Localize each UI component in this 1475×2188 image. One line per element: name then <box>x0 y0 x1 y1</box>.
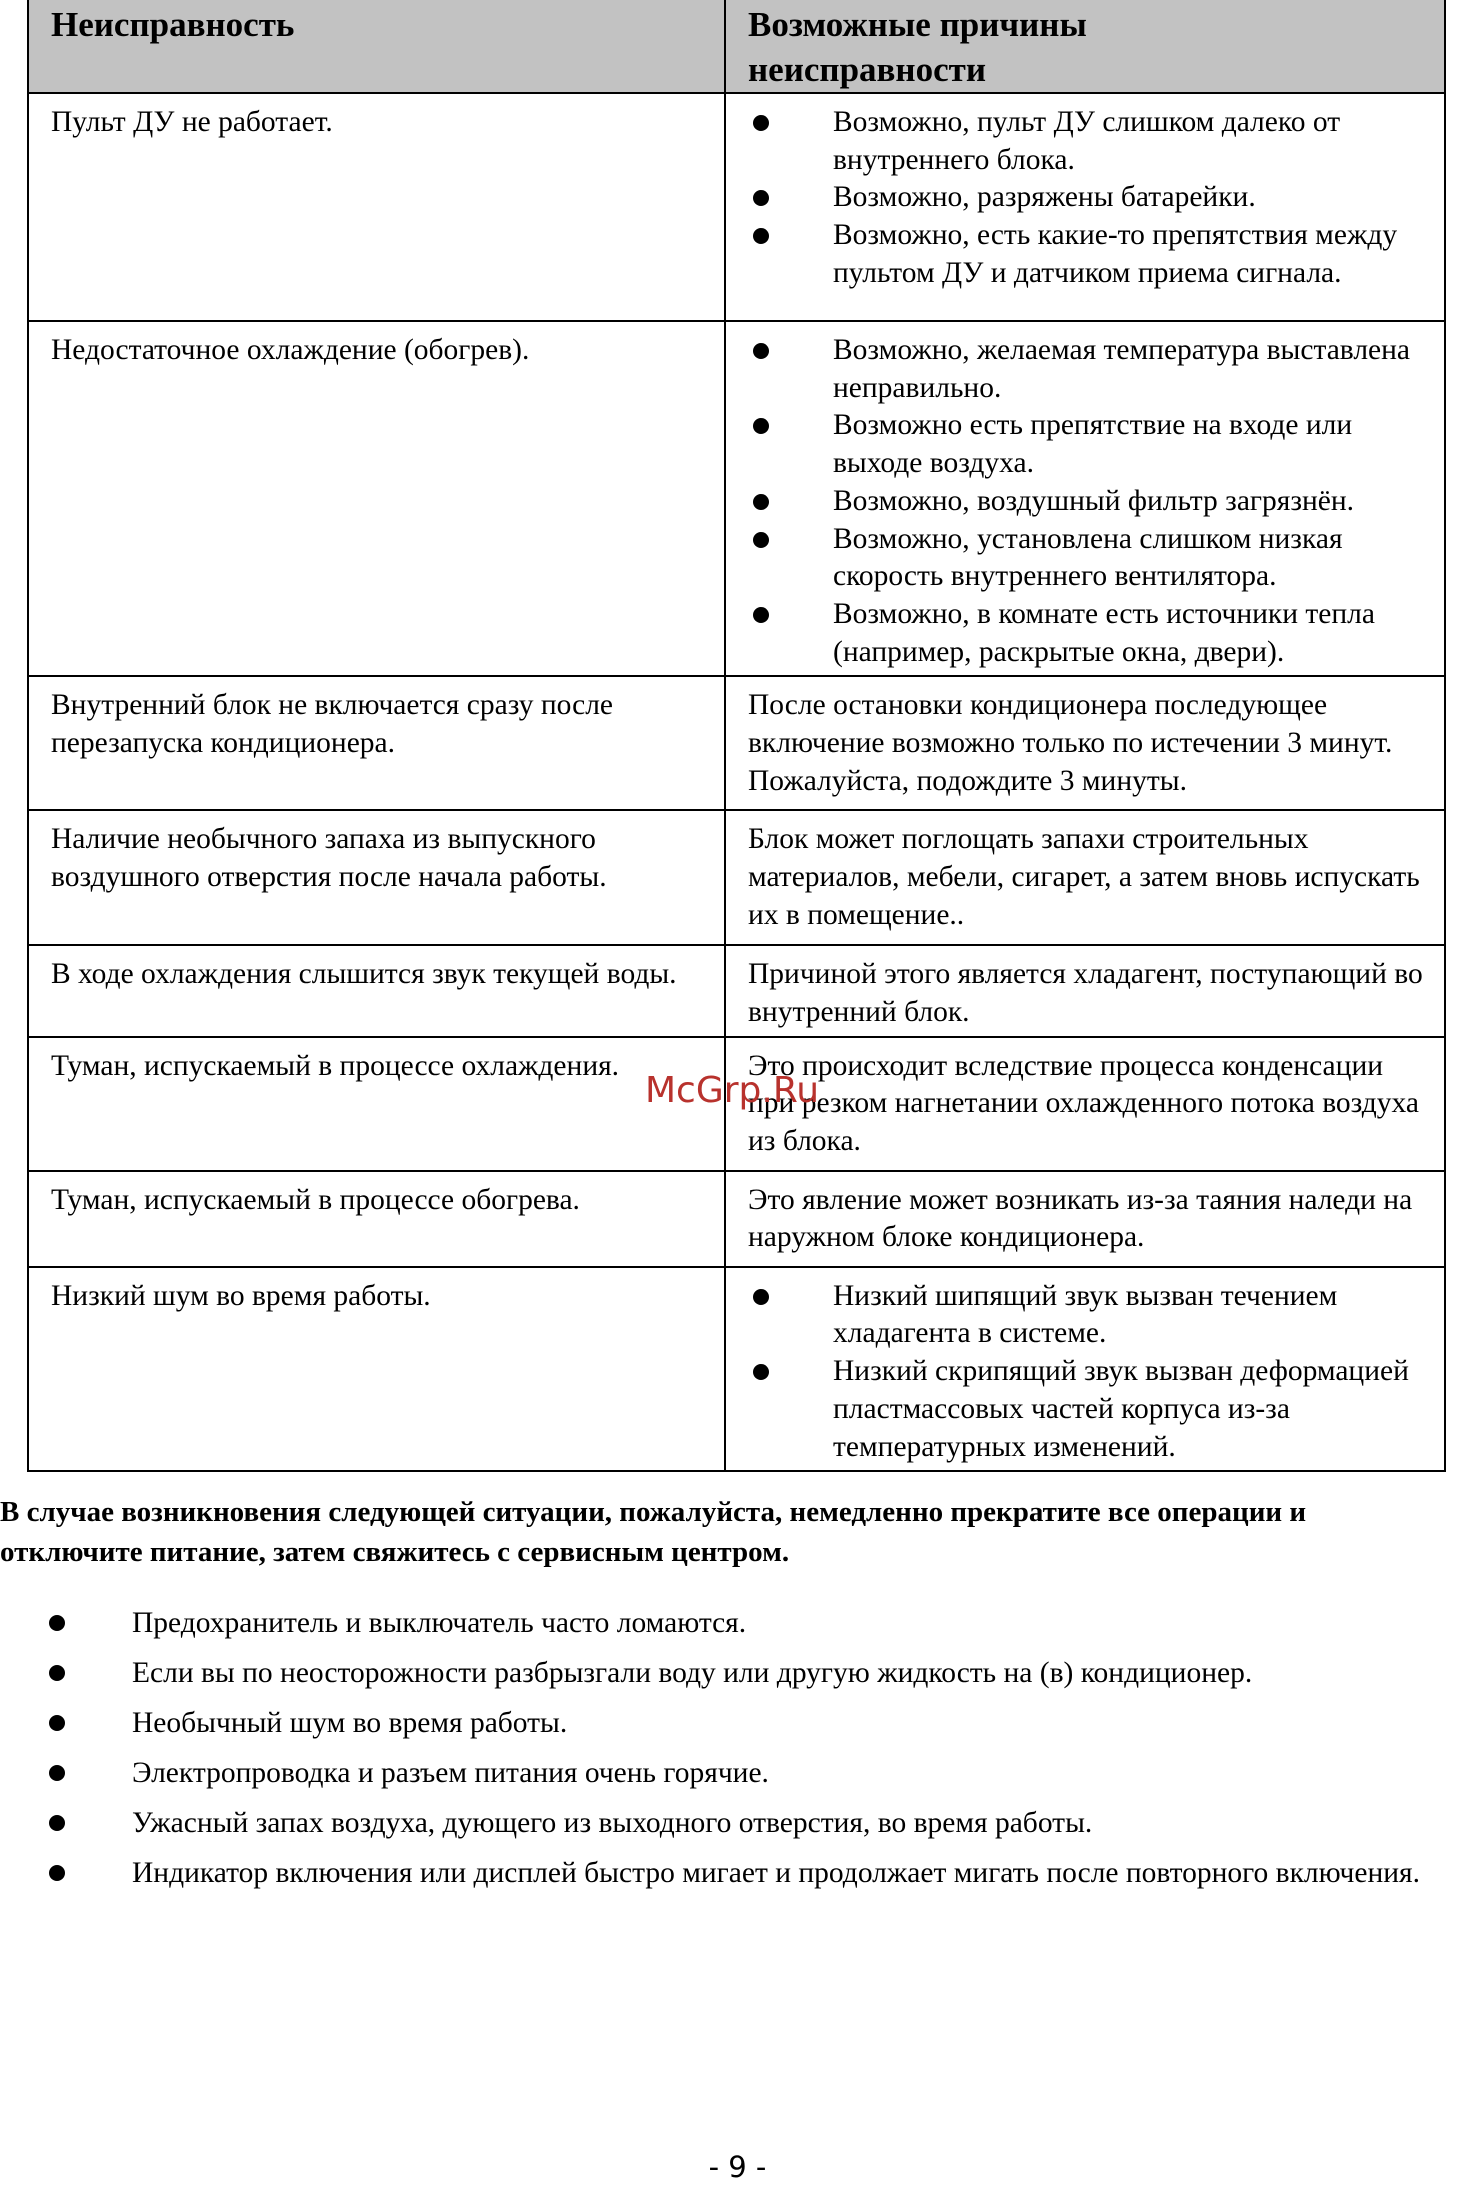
causes-cell <box>725 93 1445 321</box>
cause-text-cell: Причиной этого является хладагент, поступающий во внутренний блок. <box>725 945 1445 1036</box>
page-number: - 9 - <box>708 2150 767 2184</box>
cause-item: Возможно, есть какие-то препятствия между пультом ДУ и датчиком приема сигнала. <box>748 217 1426 292</box>
problem-cell: Туман, испускаемый в процессе обогрева. <box>28 1171 725 1267</box>
causes-cell <box>725 321 1445 676</box>
warning-item: Индикатор включения или дисплей быстро мигает и продолжает мигать после повторного включения. <box>0 1848 1440 1898</box>
table-row <box>28 810 1445 945</box>
cause-item: Возможно есть препятствие на входе или выходе воздуха. <box>748 407 1426 482</box>
problem-cell: Пульт ДУ не работает. <box>28 93 725 321</box>
warning-item: Необычный шум во время работы. <box>0 1698 1440 1748</box>
cause-item: Возможно, установлена слишком низкая скорость внутреннего вентилятора. <box>748 521 1426 596</box>
table-row <box>28 945 1445 1036</box>
cause-text-cell: Это происходит вследствие процесса конденсации при резком нагнетании охлажденного потока воздуха из блока. <box>725 1037 1445 1171</box>
warning-paragraph: В случае возникновения следующей ситуации, пожалуйста, немедленно прекратите все операции и отключите питание, затем свяжитесь с сервисным центром. <box>0 1496 1307 1568</box>
warning-item: Если вы по неосторожности разбрызгали воду или другую жидкость на (в) кондиционер. <box>0 1648 1440 1698</box>
cause-text-cell: Блок может поглощать запахи строительных материалов, мебели, сигарет, а затем вновь испускать их в помещение.. <box>725 810 1445 945</box>
warning-list <box>0 1598 1440 1898</box>
causes-list <box>748 1278 1426 1467</box>
table-row <box>28 1171 1445 1267</box>
problem-cell: Наличие необычного запаха из выпускного воздушного отверстия после начала работы. <box>28 810 725 945</box>
cause-item: Возможно, пульт ДУ слишком далеко от внутреннего блока. <box>748 104 1426 179</box>
cause-item: Возможно, разряжены батарейки. <box>748 179 1426 217</box>
warning-item: Электропроводка и разъем питания очень горячие. <box>0 1748 1440 1798</box>
cause-text-cell: Это явление может возникать из-за таяния наледи на наружном блоке кондиционера. <box>725 1171 1445 1267</box>
problem-cell: Недостаточное охлаждение (обогрев). <box>28 321 725 676</box>
troubleshooting-table <box>27 0 1446 1472</box>
cause-item: Возможно, воздушный фильтр загрязнён. <box>748 483 1426 521</box>
warning-item: Ужасный запах воздуха, дующего из выходного отверстия, во время работы. <box>0 1798 1440 1848</box>
causes-cell <box>725 1267 1445 1472</box>
header-problem: Неисправность <box>28 0 725 93</box>
cause-item: Возможно, в комнате есть источники тепла (например, раскрытые окна, двери). <box>748 596 1426 671</box>
problem-cell: Внутренний блок не включается сразу после перезапуска кондиционера. <box>28 676 725 810</box>
table-row <box>28 321 1445 676</box>
warning-item: Предохранитель и выключатель часто ломаются. <box>0 1598 1440 1648</box>
causes-list <box>748 104 1426 293</box>
table-row <box>28 1267 1445 1472</box>
cause-text-cell: После остановки кондиционера последующее включение возможно только по истечении 3 минут. Пожалуйста, подождите 3 минуты. <box>725 676 1445 810</box>
problem-cell: В ходе охлаждения слышится звук текущей воды. <box>28 945 725 1036</box>
header-causes: Возможные причины неисправности <box>725 0 1445 93</box>
problem-cell: Туман, испускаемый в процессе охлаждения. <box>28 1037 725 1171</box>
table-row <box>28 676 1445 810</box>
table-header-row <box>28 0 1445 93</box>
cause-item: Низкий шипящий звук вызван течением хладагента в системе. <box>748 1278 1426 1353</box>
watermark-text: McGrp.Ru <box>645 1070 820 1111</box>
cause-item: Низкий скрипящий звук вызван деформацией пластмассовых частей корпуса из-за температурных изменений. <box>748 1353 1426 1466</box>
cause-item: Возможно, желаемая температура выставлена неправильно. <box>748 332 1426 407</box>
problem-cell: Низкий шум во время работы. <box>28 1267 725 1472</box>
table-row <box>28 93 1445 321</box>
causes-list <box>748 332 1426 671</box>
